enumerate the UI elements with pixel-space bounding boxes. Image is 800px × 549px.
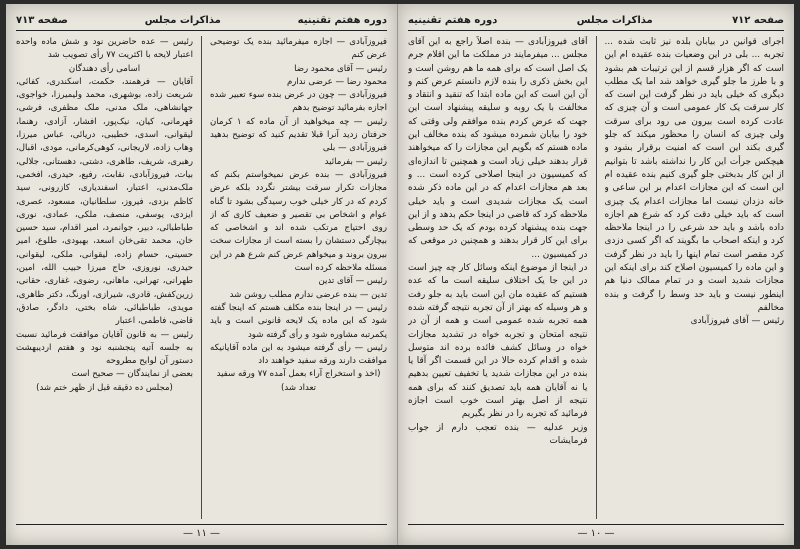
right-header-page-label: صفحه ۷۱۲ xyxy=(732,14,784,26)
paragraph: اسامی رأی دهندگان xyxy=(68,63,141,74)
left-header-page-label: صفحه ۷۱۳ xyxy=(16,14,68,26)
column-divider xyxy=(201,36,202,519)
right-page-columns xyxy=(408,36,784,519)
paragraph: فیروزآبادی — اجازه میفرمائید بنده یک توضیحی عرض کنم xyxy=(210,37,387,61)
left-header-session: دوره هفتم تقنینیه xyxy=(297,14,387,26)
paragraph: فیروزآبادی — بنده عرض نمیخواستم بکنم که مجازات تکرار سرقت بیشتر نگردد بلکه عرض کردم که در کار خیلی خوب رسیدگی بشود تا گناه عوام و اشخاص بی تقصیر و ضعیف کاری که از روی احتیاج مرتکب شده اند و اشخاصی که بیچارگی دستشان را بسته است از مجازات سخت بیرون بروند و میخواهم عرض کنم شرع هم در این مسئله ملاحظه کرده است xyxy=(210,169,387,274)
voters-list: آقایان — فرهمند، حکمت، اسکندری، کفائی، شریعت زاده، بوشهری، محمد ولیمیرزا، خواجوی، جهانشاهی، ملک مدنی، ملک مظفری، فرشی، قهرمانی، کیان، نیک‌پور، افشار، آزادی، رهنما، لیقوانی، اسدی، خطیبی، دریائی، عباس میرزا، وهاب زاده، لاریجانی، کوهی‌کرمانی، مودی، اقبال، رهبری، شریف، طاهری، دشتی، دهستانی، جلالی، بیات، فیروزآبادی، نقابت، رفیع، حیدری، افخمی، ملک‌مدنی، اعتبار، اسفندیاری، کازرونی، سید کاظم بزدی، فیروز، سلطانیان، مسعود، عصری، ایزدی، یوسفی، منصف، ملکی، عمادی، نوری، طباطبائی، دبیر، جوانمرد، امیر اقدام، سید حسین خان، محمد تقی‌خان اسعد، بهبودی، طلوع، امیر حسینی، حسام زاده، لیقوانی، ملکی، لیقوانی، حیدری، نوروزی، حاج میرزا حبیب الله، امین، طهرانی، تهرانی، ماهانی، رضوی، غفاری، حقانی، زرین‌کفش، قادری، شیرازی، اورنگ، دکتر طاهری، مویدی، طباطبائی، شاه بختی، دادگر، صادق، قاضی، فاطمی، اعتبار xyxy=(16,76,193,327)
paragraph: تدین — بنده عرضی ندارم مطلب روشن شد xyxy=(229,289,387,300)
left-page-right-column xyxy=(210,36,387,519)
closing-note: (مجلس ده دقیقه قبل از ظهر ختم شد) xyxy=(36,382,173,393)
paragraph: رئیس — رأی گرفته میشود به این ماده آقایانیکه موافقت دارند ورقه سفید خواهند داد xyxy=(210,342,387,367)
column-divider xyxy=(596,36,597,519)
left-page xyxy=(6,4,398,545)
paragraph: رئیس — چه میخواهید از آن ماده که ۱ کرمان حرفتان زدید آنرا قبلا تقدیم کنید که توضیح بدهید فیروزآبادی — بلی xyxy=(210,116,387,154)
paragraph: محمود رضا — عرضی ندارم xyxy=(286,76,387,87)
paragraph: در اینجا از موضوع اینکه وسائل کار چه چیز است در این جا یک اختلاف سلیقه است ما که عده هستیم که عقیده مان این است باید به جلو رفت و هر وسیله که بهتر از آن تجربه نتیجه گرفته شده همه تجربه شده عمومی است و همه از آن در نتیجه امتحان و تجربه خواه در تشدید مجازات خواه در وسائل کشف فائده برده اند متوسل شده و اقدام کرده حالا در این قسمت اگر آقا یا بنده در این مجازات شدید یا تخفیف تعیین بدهیم یا نه آقایان همه باید تصدیق کنند که برای همه نتیجه از اصل بهتر است خوب است اجازه فرمائید که تجربه را در نظر بگیریم xyxy=(408,263,588,420)
paragraph: فیروزآبادی — چون در عرض بنده سوء تعبیر شده اجازه بفرمائید توضیح بدهم xyxy=(210,90,387,114)
book-spread xyxy=(6,4,794,545)
paragraph: رئیس — به قانون آقایان موافقت فرمائید نسبت به جلسه آتیه پنجشنبه نود و هفتم اردیبهشت دستور آن لوایح مطروحه xyxy=(16,329,193,367)
right-page xyxy=(398,4,794,545)
left-page-footer: — ۱۱ — xyxy=(16,524,387,539)
right-header-title: مذاکرات مجلس xyxy=(576,14,653,26)
right-page-right-column xyxy=(605,36,785,519)
right-header-session: دوره هفتم تقنینیه xyxy=(408,14,498,26)
left-page-left-column xyxy=(16,36,193,519)
paragraph: رئیس — در اینجا بنده مکلف هستم که اینجا گفته شود که این ماده یک لایحه قانونی است و باید یکمرتبه مشاوره شود و رأی گرفته شود xyxy=(210,302,387,340)
paragraph: رئیس — عده حاضرین نود و شش ماده واحده اعتبار لایحه با اکثریت ۷۷ رأی تصویب شد xyxy=(16,37,193,61)
vote-result: (اخذ و استخراج آراء بعمل آمده ۷۷ ورقه سفید تعداد شد) xyxy=(216,369,381,393)
paragraph: بعضی از نمایندگان — صحیح است xyxy=(71,369,193,380)
paragraph: رئیس — آقای فیروزآبادی xyxy=(690,316,784,327)
paragraph: وزیر عدلیه — بنده تعجب دارم از جواب فرمایشات xyxy=(408,422,588,446)
right-page-footer: — ۱۰ — xyxy=(408,524,784,539)
paragraph: آقای فیروزآبادی — بنده اصلاً راجع به این آقای مجلس ... میفرمایند در مملکت ما این اقلام جرم یک اصل است که برای همه ما هم روشن است و این بخش ذکری را بنده لازم دانستم عرض کنم و آن این است که این ماده ابتدا که تنقید و انتقاد و مخالفت با یک روبه و سلیقه پیشنهاد است این جهت که عرض کردم بنده موافقم ولی وقتی که خود را بیابان شمرده میشود که بنده مخالف این ماده هستم که بگویم این مجازات را که میخواهند قرار بدهند خیلی زیاد است و همچنین تا اندازه‌ای که کمیسیون در اینجا اصلاحی کرده است ... و بعد هم مجازات اعدام که در این ماده ذکر شده است یک مجازات شدیدی است و باید خیلی ملاحظه کرد که قاضی در اینجا حکم بدهد و از این جهت بنده پیشنهاد کرده بودم که یک حد وسطی برای این کار قرار بدهند و همچنین در موقعی که در کمیسیون ... xyxy=(408,37,588,260)
paragraph: رئیس — آقای تدین xyxy=(318,276,387,287)
left-page-columns xyxy=(16,36,387,519)
right-page-left-column xyxy=(408,36,588,519)
paragraph: رئیس — آقای محمود رضا xyxy=(294,63,387,74)
paragraph: اجرای قوانین در بیابان بلده نیز ثابت شده ... تجربه ... بلی در این وضعیات بنده عقیده ام این است که اگر هزار قسم از این ترتیبات هم بشود و با طرز ما جلو گیری خواهد شد اما یک مطلب دیگری که خیلی باید در نظر گرفت این است که کار سرقت یک کار عمومی است و آن چیزی که عادت کرده است بیرون می رود برای سرقت ولی چیزی که انسان را محظور میکند که جلو گیری بکند این است که امنیت برقرار بشود و هیچکس جرأت این کار را نداشته باشد تا بتوانیم از این کار بدبختی جلو گیری کنیم بنده عقیده ام این است که این مجازات اعدام بر این ساعی و خانه دزدان نیست اما مجازات اعدام یک چیزی است که باید خیلی دقت کرد که شرع هم اجازه داده باشد و باید حد شرعی را در اینجا ملاحظه کرد و اینکه اصحاب ما بگویند که اگر کسی دزدی کرد مقصر است تمام اینها را باید در نظر گرفت و این ماده را کمیسیون اصلاح کند برای اینکه این مجازات شدید است و در تمام ممالک دنیا هم اینطور نیست و باید حد وسط را گرفت و بنده مخالفم xyxy=(604,37,784,313)
paragraph: رئیس — بفرمائید xyxy=(324,156,387,167)
left-header-title: مذاکرات مجلس xyxy=(144,14,221,26)
right-page-header xyxy=(408,10,784,31)
left-page-header xyxy=(16,10,387,31)
